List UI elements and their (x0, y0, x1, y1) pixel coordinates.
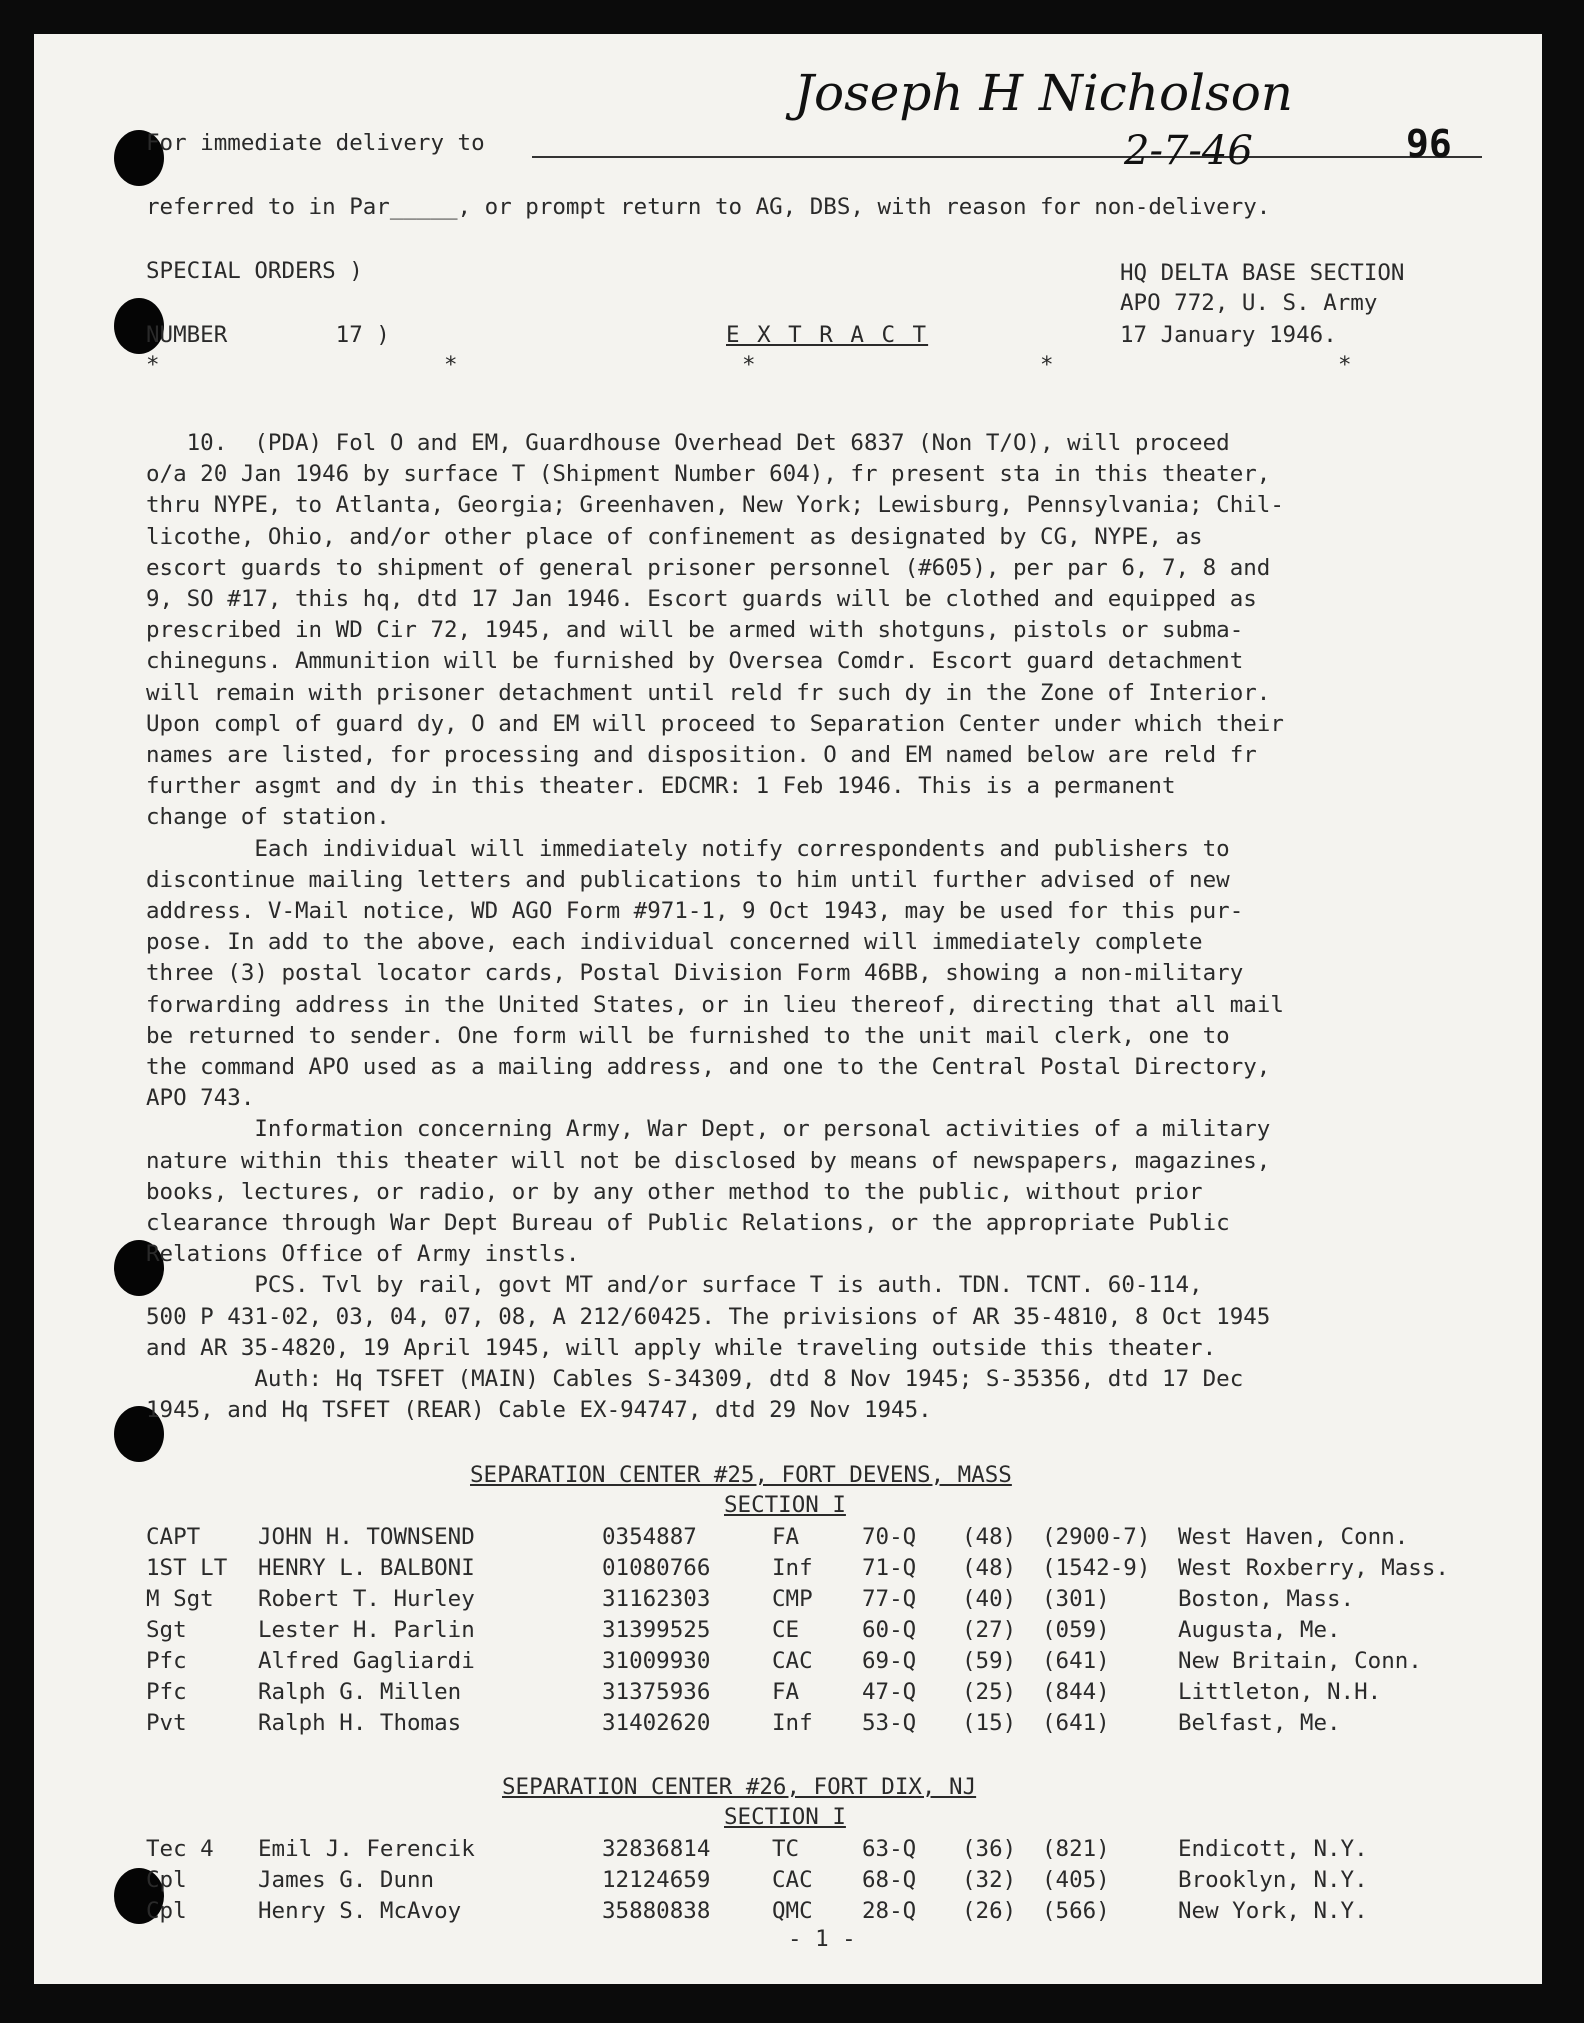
body-line: 1945, and Hq TSFET (REAR) Cable EX-94747, dtd 29 Nov 1945. (146, 1397, 932, 1424)
body-line: nature within this theater will not be disclosed by means of newspapers, magazines, (146, 1147, 1271, 1174)
roster-cell: (36) (962, 1836, 1017, 1862)
handwritten-date: 2-7-46 (1124, 128, 1253, 174)
body-line: o/a 20 Jan 1946 by surface T (Shipment Number 604), fr present sta in this theater, (146, 461, 1271, 488)
body-line: discontinue mailing letters and publications to him until further advised of new (146, 866, 1230, 893)
separator-stars: * * * * * (146, 352, 1352, 378)
roster-cell: Belfast, Me. (1178, 1710, 1341, 1736)
roster-cell: James G. Dunn (258, 1867, 435, 1893)
roster-cell: 28-Q (862, 1898, 917, 1924)
body-line: be returned to sender. One form will be furnished to the unit mail clerk, one to (146, 1022, 1230, 1049)
special-orders-label: SPECIAL ORDERS ) (146, 258, 363, 284)
page-number: - 1 - (788, 1926, 856, 1952)
roster-cell: 31009930 (602, 1648, 711, 1674)
hq-line-2: APO 772, U. S. Army (1120, 290, 1378, 316)
roster-cell: 69-Q (862, 1648, 917, 1674)
roster-cell: CAC (772, 1648, 813, 1674)
body-line: Information concerning Army, War Dept, or personal activities of a military (146, 1116, 1271, 1143)
roster-cell: Littleton, N.H. (1178, 1679, 1382, 1705)
roster-cell: 77-Q (862, 1586, 917, 1612)
handwritten-name: Joseph H Nicholson (794, 64, 1293, 122)
roster-cell: (40) (962, 1586, 1017, 1612)
roster-cell: (301) (1042, 1586, 1110, 1612)
roster-cell: 68-Q (862, 1867, 917, 1893)
roster-cell: (48) (962, 1524, 1017, 1550)
body-line: 9, SO #17, this hq, dtd 17 Jan 1946. Escort guards will be clothed and equipped as (146, 586, 1257, 612)
roster-cell: CE (772, 1617, 800, 1643)
roster-cell: Inf (772, 1710, 813, 1736)
roster-cell: West Haven, Conn. (1178, 1524, 1409, 1550)
roster-cell: 71-Q (862, 1555, 917, 1581)
body-line: APO 743. (146, 1085, 255, 1112)
body-line: three (3) postal locator cards, Postal Division Form 46BB, showing a non-military (146, 960, 1244, 987)
body-line: prescribed in WD Cir 72, 1945, and will be armed with shotguns, pistols or subma- (146, 617, 1244, 644)
roster-cell: Pvt (146, 1710, 187, 1736)
separation-center-title: SEPARATION CENTER #26, FORT DIX, NJ (502, 1774, 977, 1800)
roster-cell: Boston, Mass. (1178, 1586, 1355, 1612)
body-line: pose. In add to the above, each individual concerned will immediately complete (146, 929, 1203, 956)
roster-cell: (26) (962, 1898, 1017, 1924)
roster-cell: Inf (772, 1555, 813, 1581)
roster-cell: 1ST LT (146, 1555, 228, 1581)
roster-cell: Ralph G. Millen (258, 1679, 462, 1705)
roster-cell: Augusta, Me. (1178, 1617, 1341, 1643)
roster-cell: 53-Q (862, 1710, 917, 1736)
body-line: books, lectures, or radio, or by any other method to the public, without prior (146, 1178, 1203, 1205)
roster-cell: Pfc (146, 1648, 187, 1674)
hq-line-3: 17 January 1946. (1120, 322, 1337, 348)
delivery-underline (532, 156, 1482, 158)
roster-cell: West Roxberry, Mass. (1178, 1555, 1449, 1581)
roster-cell: (641) (1042, 1648, 1110, 1674)
roster-cell: CMP (772, 1586, 813, 1612)
roster-cell: CAC (772, 1867, 813, 1893)
body-line: forwarding address in the United States, or in lieu thereof, directing that all mail (146, 991, 1284, 1018)
hq-line-1: HQ DELTA BASE SECTION (1120, 260, 1405, 286)
body-line: thru NYPE, to Atlanta, Georgia; Greenhaven, New York; Lewisburg, Pennsylvania; Chil- (146, 492, 1284, 519)
roster-cell: (2900-7) (1042, 1524, 1151, 1550)
body-line: 500 P 431-02, 03, 04, 07, 08, A 212/60425. The privisions of AR 35-4810, 8 Oct 1945 (146, 1303, 1271, 1330)
roster-cell: QMC (772, 1898, 813, 1924)
roster-cell: CAPT (146, 1524, 201, 1550)
extract-title: E X T R A C T (726, 322, 929, 348)
roster-cell: 31375936 (602, 1679, 711, 1705)
roster-cell: (32) (962, 1867, 1017, 1893)
roster-cell: 63-Q (862, 1836, 917, 1862)
body-line: Auth: Hq TSFET (MAIN) Cables S-34309, dtd 8 Nov 1945; S-35356, dtd 17 Dec (146, 1366, 1244, 1392)
roster-cell: (059) (1042, 1617, 1110, 1643)
roster-cell: Lester H. Parlin (258, 1617, 475, 1643)
body-line: and AR 35-4820, 19 April 1945, will apply while traveling outside this theater. (146, 1334, 1217, 1361)
roster-cell: 31399525 (602, 1617, 711, 1643)
body-line: 10. (PDA) Fol O and EM, Guardhouse Overhead Det 6837 (Non T/O), will proceed (146, 430, 1230, 456)
roster-cell: (821) (1042, 1836, 1110, 1862)
roster-cell: 47-Q (862, 1679, 917, 1705)
roster-cell: FA (772, 1679, 800, 1705)
body-line: licothe, Ohio, and/or other place of confinement as designated by CG, NYPE, as (146, 523, 1203, 550)
roster-cell: Cpl (146, 1898, 187, 1924)
roster-cell: JOHN H. TOWNSEND (258, 1524, 475, 1550)
body-line: chineguns. Ammunition will be furnished by Oversea Comdr. Escort guard detachment (146, 648, 1244, 675)
page-stamp-number: 96 (1406, 122, 1452, 166)
body-line: further asgmt and dy in this theater. EDCMR: 1 Feb 1946. This is a permanent (146, 773, 1176, 800)
roster-cell: TC (772, 1836, 800, 1862)
roster-cell: Robert T. Hurley (258, 1586, 475, 1612)
body-line: escort guards to shipment of general prisoner personnel (#605), per par 6, 7, 8 and (146, 554, 1271, 581)
body-line: clearance through War Dept Bureau of Public Relations, or the appropriate Public (146, 1210, 1230, 1236)
body-line: Relations Office of Army instls. (146, 1241, 580, 1268)
section-heading: SECTION I (724, 1804, 846, 1830)
roster-cell: M Sgt (146, 1586, 214, 1612)
roster-cell: Ralph H. Thomas (258, 1710, 462, 1736)
body-line: names are listed, for processing and disposition. O and EM named below are reld fr (146, 742, 1257, 768)
roster-cell: FA (772, 1524, 800, 1550)
roster-cell: Emil J. Ferencik (258, 1836, 475, 1862)
roster-cell: Pfc (146, 1679, 187, 1705)
roster-cell: (405) (1042, 1867, 1110, 1893)
body-line: will remain with prisoner detachment until reld fr such dy in the Zone of Interior. (146, 679, 1271, 706)
roster-cell: New Britain, Conn. (1178, 1648, 1422, 1674)
roster-cell: (27) (962, 1617, 1017, 1643)
document-page (34, 34, 1542, 1984)
roster-cell: Henry S. McAvoy (258, 1898, 462, 1924)
roster-cell: (566) (1042, 1898, 1110, 1924)
roster-cell: 31402620 (602, 1710, 711, 1736)
body-line: the command APO used as a mailing address, and one to the Central Postal Directory, (146, 1054, 1271, 1080)
roster-cell: 01080766 (602, 1555, 711, 1581)
roster-cell: (15) (962, 1710, 1017, 1736)
body-line: Each individual will immediately notify correspondents and publishers to (146, 835, 1230, 862)
separation-center-title: SEPARATION CENTER #25, FORT DEVENS, MASS (470, 1462, 1012, 1488)
roster-cell: 12124659 (602, 1867, 711, 1893)
roster-cell: Tec 4 (146, 1836, 214, 1862)
roster-cell: Alfred Gagliardi (258, 1648, 475, 1674)
roster-cell: 31162303 (602, 1586, 711, 1612)
roster-cell: (25) (962, 1679, 1017, 1705)
body-line: address. V-Mail notice, WD AGO Form #971-1, 9 Oct 1943, may be used for this pur- (146, 898, 1244, 924)
roster-cell: HENRY L. BALBONI (258, 1555, 475, 1581)
roster-cell: (59) (962, 1648, 1017, 1674)
roster-cell: Brooklyn, N.Y. (1178, 1867, 1368, 1893)
roster-cell: (641) (1042, 1710, 1110, 1736)
roster-cell: 70-Q (862, 1524, 917, 1550)
roster-cell: 35880838 (602, 1898, 711, 1924)
roster-cell: 32836814 (602, 1836, 711, 1862)
roster-cell: New York, N.Y. (1178, 1898, 1368, 1924)
body-line: change of station. (146, 804, 390, 831)
body-line: Upon compl of guard dy, O and EM will proceed to Separation Center under which their (146, 710, 1284, 737)
roster-cell: 60-Q (862, 1617, 917, 1643)
referred-line: referred to in Par_____, or prompt return to AG, DBS, with reason for non-delivery. (146, 194, 1271, 220)
delivery-line: For immediate delivery to (146, 130, 485, 156)
section-heading: SECTION I (724, 1492, 846, 1518)
orders-number: NUMBER 17 ) (146, 322, 390, 348)
roster-cell: Endicott, N.Y. (1178, 1836, 1368, 1862)
roster-cell: Sgt (146, 1617, 187, 1643)
roster-cell: 0354887 (602, 1524, 697, 1550)
roster-cell: (48) (962, 1555, 1017, 1581)
roster-cell: Cpl (146, 1867, 187, 1893)
roster-cell: (844) (1042, 1679, 1110, 1705)
body-line: PCS. Tvl by rail, govt MT and/or surface T is auth. TDN. TCNT. 60-114, (146, 1272, 1203, 1299)
roster-cell: (1542-9) (1042, 1555, 1151, 1581)
